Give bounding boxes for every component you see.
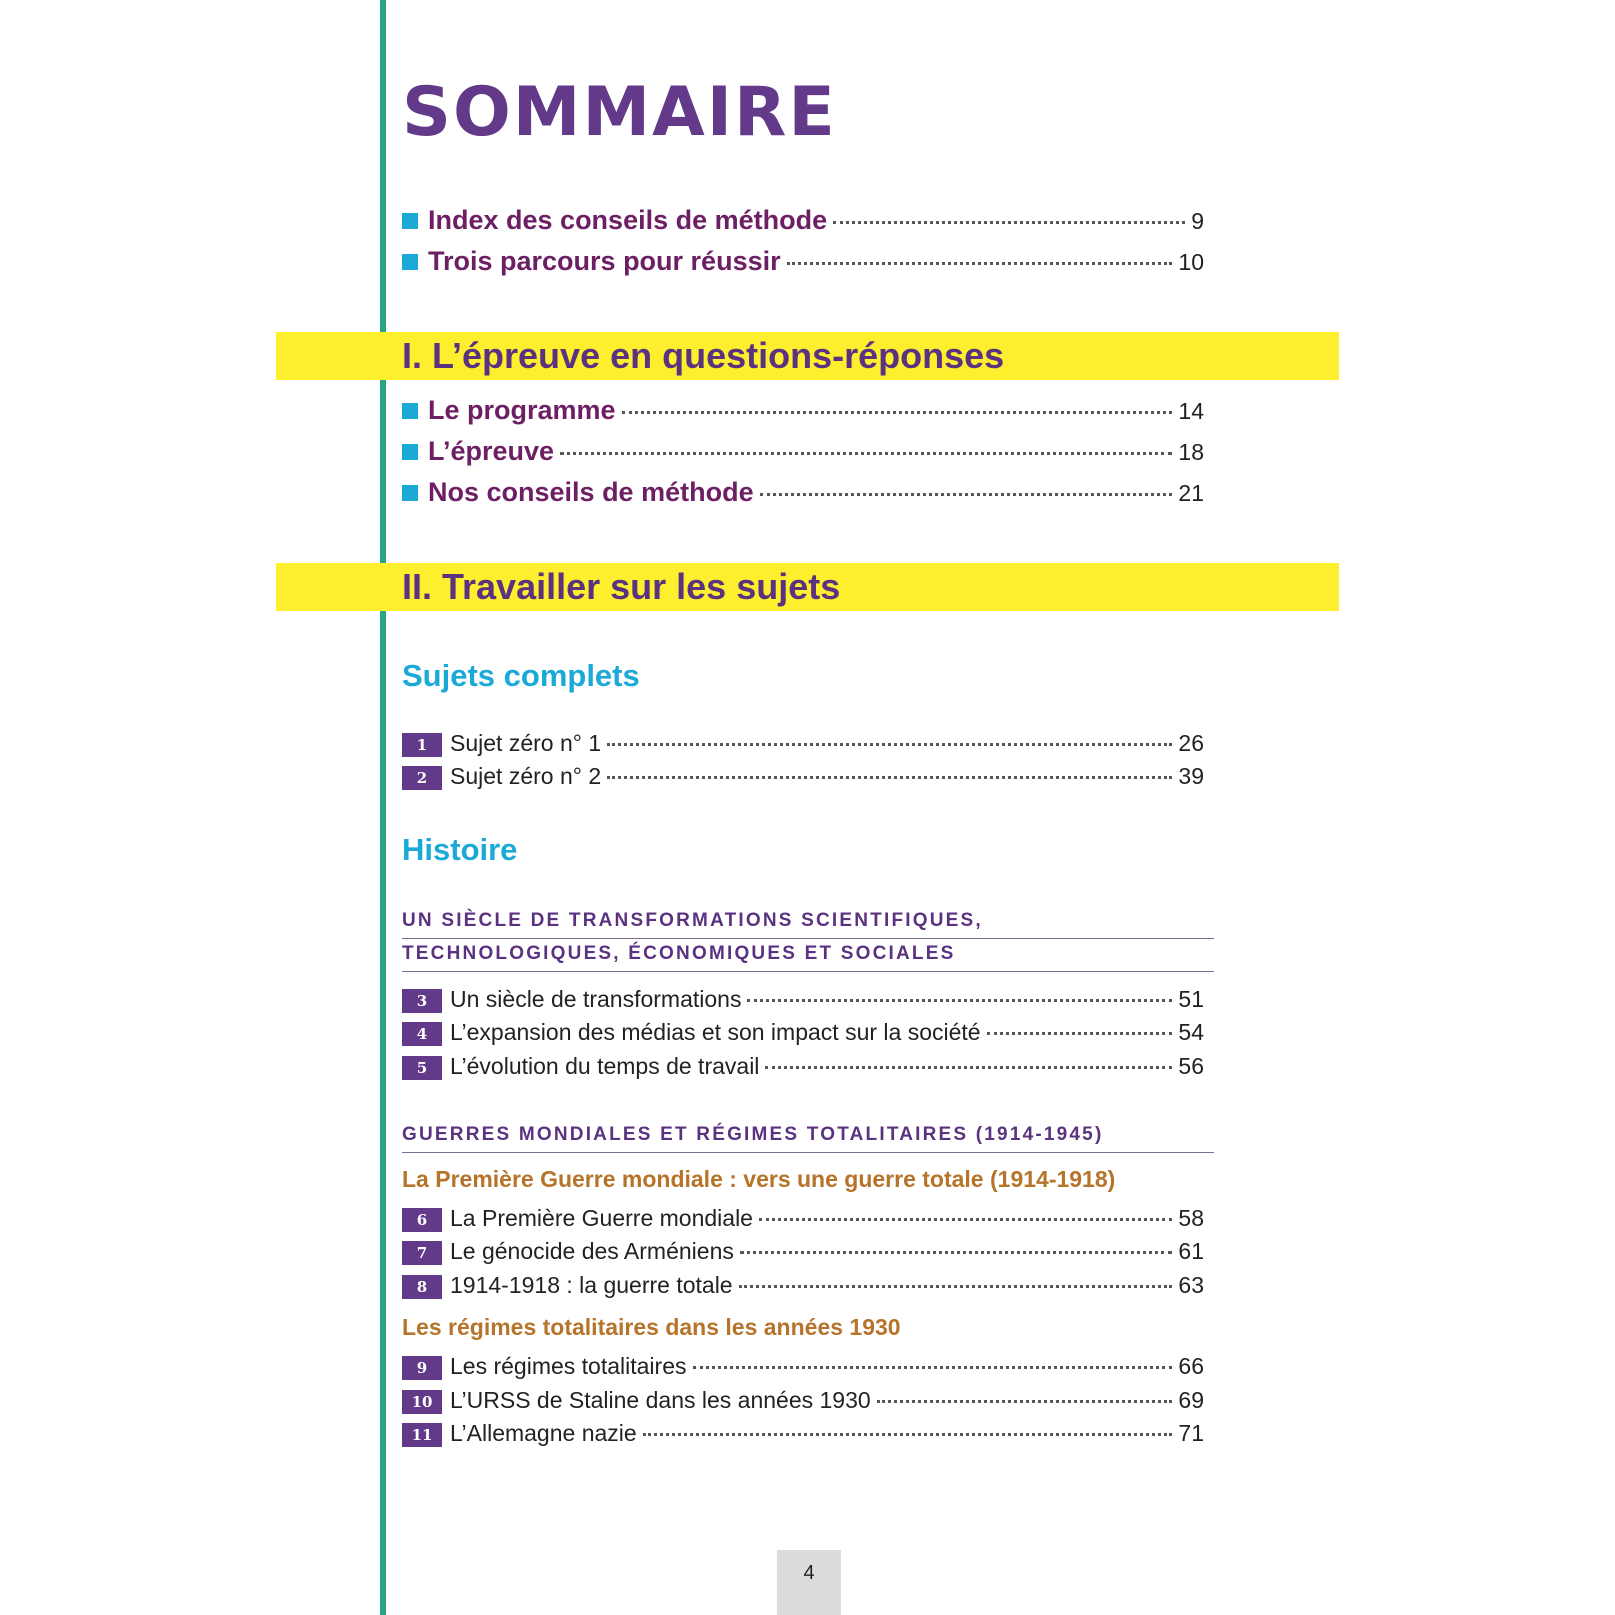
toc-entry-page: 9 [1191, 208, 1204, 234]
dot-leader [787, 262, 1173, 265]
toc-entry-label: Nos conseils de méthode [428, 477, 754, 507]
toc-entry[interactable] [402, 477, 1204, 515]
toc-entry[interactable] [402, 1272, 1204, 1304]
dot-leader [877, 1400, 1173, 1403]
toc-entry-label: 1914-1918 : la guerre totale [450, 1272, 733, 1298]
dot-leader [693, 1366, 1173, 1369]
toc-entry-page: 14 [1178, 398, 1204, 424]
toc-entry[interactable] [402, 730, 1204, 762]
bullet-square-icon [402, 485, 418, 501]
page-title: SOMMAIRE [402, 73, 837, 152]
section-heading[interactable]: II. Travailler sur les sujets [402, 566, 841, 607]
toc-entry[interactable] [402, 1420, 1204, 1452]
toc-entry[interactable] [402, 395, 1204, 433]
toc-entry-page: 56 [1178, 1053, 1204, 1079]
toc-entry-label: Sujet zéro n° 2 [450, 763, 602, 789]
toc-entry-label: L’URSS de Staline dans les années 1930 [450, 1387, 871, 1413]
toc-entry-page: 61 [1178, 1238, 1204, 1264]
chapter-heading: La Première Guerre mondiale : vers une guerre totale (1914-1918) [402, 1166, 1116, 1192]
bullet-square-icon [402, 403, 418, 419]
toc-entry-label: L’épreuve [428, 436, 555, 466]
toc-entry[interactable] [402, 1353, 1204, 1385]
toc-entry[interactable] [402, 763, 1204, 795]
section-heading[interactable]: I. L’épreuve en questions-réponses [402, 335, 1005, 376]
dot-leader [833, 221, 1185, 224]
dot-leader [560, 452, 1172, 455]
dot-leader [759, 1218, 1172, 1221]
toc-entry[interactable] [402, 986, 1204, 1018]
dot-leader [740, 1251, 1173, 1254]
toc-entry-page: 10 [1178, 249, 1204, 275]
subject-number-badge: 7 [402, 1241, 442, 1265]
toc-entry-label: Index des conseils de méthode [428, 205, 828, 235]
subject-number-badge: 5 [402, 1056, 442, 1080]
subject-number-badge: 3 [402, 989, 442, 1013]
toc-entry-label: Trois parcours pour réussir [428, 246, 781, 276]
toc-entry[interactable] [402, 1205, 1204, 1237]
toc-entry-label: La Première Guerre mondiale [450, 1205, 753, 1231]
theme-heading-line: GUERRES MONDIALES ET RÉGIMES TOTALITAIRES (1914-1945) [402, 1120, 1214, 1153]
dot-leader [643, 1433, 1173, 1436]
toc-entry-page: 63 [1178, 1272, 1204, 1298]
toc-entry-page: 58 [1178, 1205, 1204, 1231]
toc-entry-page: 66 [1178, 1353, 1204, 1379]
toc-entry-label: Le programme [428, 395, 616, 425]
toc-entry-page: 26 [1178, 730, 1204, 756]
dot-leader [607, 776, 1172, 779]
toc-entry-label: L’évolution du temps de travail [450, 1053, 760, 1079]
bullet-square-icon [402, 254, 418, 270]
toc-entry-page: 18 [1178, 439, 1204, 465]
toc-entry[interactable] [402, 1387, 1204, 1419]
toc-entry[interactable] [402, 246, 1204, 284]
theme-heading-line: UN SIÈCLE DE TRANSFORMATIONS SCIENTIFIQUES, [402, 906, 1214, 939]
dot-leader [607, 743, 1172, 746]
subject-number-badge: 8 [402, 1275, 442, 1299]
toc-entry[interactable] [402, 1238, 1204, 1270]
dot-leader [622, 411, 1173, 414]
dot-leader [765, 1066, 1172, 1069]
section-band-part1 [276, 332, 1339, 380]
toc-entry-page: 69 [1178, 1387, 1204, 1413]
subject-number-badge: 4 [402, 1022, 442, 1046]
bullet-square-icon [402, 444, 418, 460]
dot-leader [760, 493, 1173, 496]
chapter-heading: Les régimes totalitaires dans les années 1930 [402, 1314, 901, 1340]
dot-leader [987, 1032, 1173, 1035]
section-band-part2 [276, 563, 1339, 611]
page-number: 4 [777, 1550, 841, 1615]
dot-leader [747, 999, 1172, 1002]
subject-number-badge: 6 [402, 1208, 442, 1232]
toc-entry-label: Sujet zéro n° 1 [450, 730, 602, 756]
subject-number-badge: 10 [402, 1390, 442, 1414]
toc-entry-page: 39 [1178, 763, 1204, 789]
toc-entry[interactable] [402, 1019, 1204, 1051]
toc-entry-label: Le génocide des Arméniens [450, 1238, 734, 1264]
toc-entry[interactable] [402, 436, 1204, 474]
subsection-heading-histoire: Histoire [402, 832, 518, 867]
subject-number-badge: 1 [402, 733, 442, 757]
subsection-heading-sujets-complets: Sujets complets [402, 658, 640, 693]
toc-entry-label: L’Allemagne nazie [450, 1420, 637, 1446]
toc-entry-label: Les régimes totalitaires [450, 1353, 687, 1379]
theme-heading-line: TECHNOLOGIQUES, ÉCONOMIQUES ET SOCIALES [402, 939, 1214, 972]
toc-entry-page: 51 [1178, 986, 1204, 1012]
toc-entry[interactable] [402, 205, 1204, 243]
toc-entry-page: 21 [1178, 480, 1204, 506]
toc-entry[interactable] [402, 1053, 1204, 1085]
dot-leader [739, 1285, 1173, 1288]
subject-number-badge: 9 [402, 1356, 442, 1380]
subject-number-badge: 2 [402, 766, 442, 790]
left-margin-rule [380, 0, 386, 1615]
toc-entry-page: 54 [1178, 1019, 1204, 1045]
toc-entry-page: 71 [1178, 1420, 1204, 1446]
subject-number-badge: 11 [402, 1423, 442, 1447]
toc-entry-label: L’expansion des médias et son impact sur la société [450, 1019, 981, 1045]
toc-entry-label: Un siècle de transformations [450, 986, 742, 1012]
bullet-square-icon [402, 213, 418, 229]
